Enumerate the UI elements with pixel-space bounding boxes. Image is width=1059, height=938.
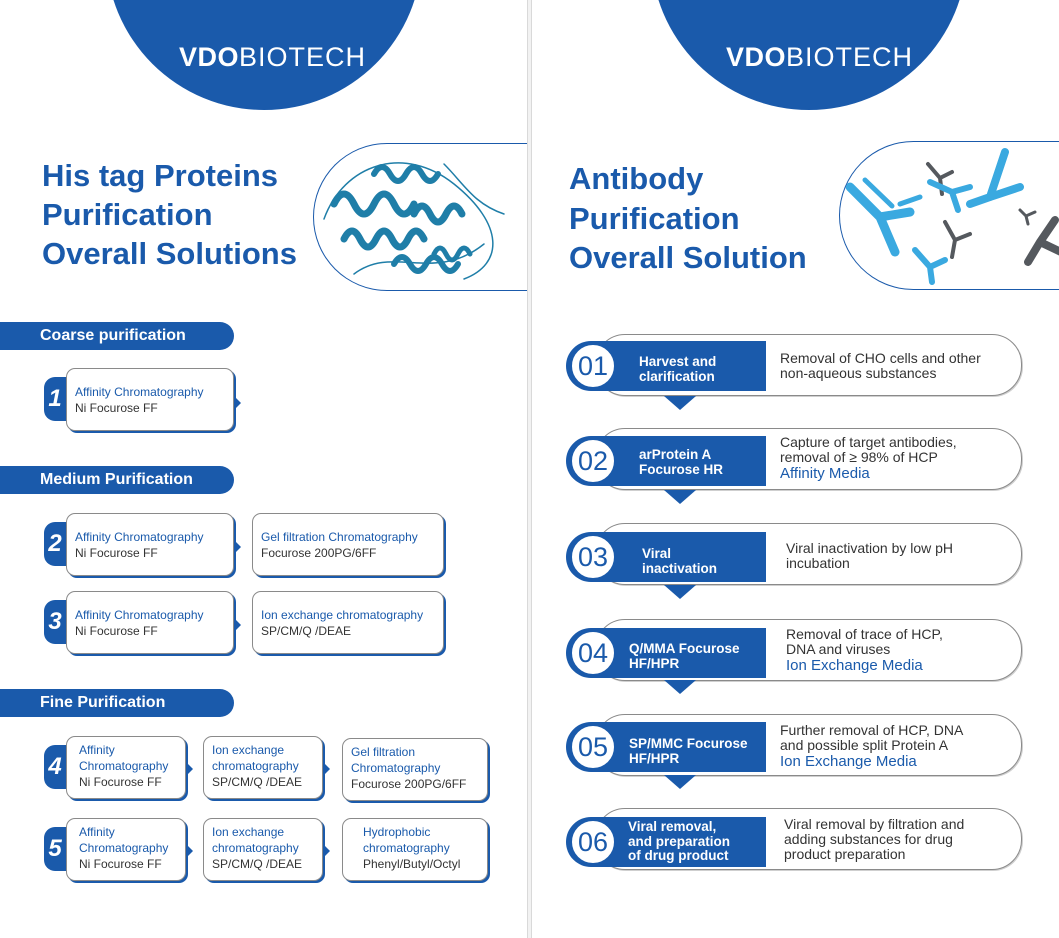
protein-structure-illustration: [314, 144, 528, 290]
step-label-02: arProtein A Focurose HR: [639, 447, 724, 477]
step-label-06: Viral removal, and preparation of drug product: [628, 819, 731, 863]
step-number-02: 02: [570, 438, 616, 484]
arrow-icon: [234, 540, 241, 554]
protein-structure-frame: [313, 143, 528, 291]
step-number-03: 03: [570, 534, 616, 580]
page-title: Antibody Purification Overall Solution: [569, 161, 807, 275]
step-desc-04: Removal of trace of HCP, DNA and viruses Ion Exchange Media: [786, 626, 943, 674]
card-gel-filtration: Gel filtration Chromatography Focurose 200PG/6FF: [342, 738, 488, 801]
row-number-4: 4: [44, 745, 66, 789]
step-desc-06: Viral removal by filtration and adding substances for drug product preparation: [784, 816, 965, 862]
down-arrow-icon: [664, 585, 696, 599]
arrow-icon: [186, 844, 193, 858]
step-number-05: 05: [570, 724, 616, 770]
step-label-03: Viral inactivation: [642, 546, 718, 576]
section-coarse-purification: Coarse purification: [0, 322, 234, 350]
down-arrow-icon: [664, 775, 696, 789]
arrow-icon: [186, 762, 193, 776]
row-number-2: 2: [44, 522, 66, 566]
step-desc-02: Capture of target antibodies, removal of ≥ 98% of HCP Affinity Media: [780, 434, 957, 482]
down-arrow-icon: [664, 396, 696, 410]
card-affinity-chromatography: Affinity Chromatography Ni Focurose FF: [66, 513, 234, 576]
card-affinity-chromatography: Affinity Chromatography Ni Focurose FF: [66, 818, 186, 881]
card-affinity-chromatography: Affinity Chromatography Ni Focurose FF: [66, 736, 186, 799]
card-ion-exchange: Ion exchange chromatography SP/CM/Q /DEAE: [203, 736, 323, 799]
antibody-panel: [531, 0, 1059, 938]
step-desc-03: Viral inactivation by low pH incubation: [786, 540, 954, 571]
step-number-04: 04: [570, 630, 616, 676]
section-medium-purification: Medium Purification: [0, 466, 234, 494]
arrow-icon: [323, 762, 330, 776]
step-label-05: SP/MMC Focurose HF/HPR: [629, 736, 748, 766]
vdo-biotech-logo: VDOBIOTECH: [179, 42, 367, 72]
row-number-1: 1: [44, 377, 66, 421]
arrow-icon: [234, 396, 241, 410]
antibody-illustration-frame: [839, 141, 1059, 290]
card-ion-exchange: Ion exchange chromatography SP/CM/Q /DEAE: [203, 818, 323, 881]
card-ion-exchange: Ion exchange chromatography SP/CM/Q /DEAE: [252, 591, 444, 654]
vdo-biotech-logo: VDOBIOTECH: [726, 42, 914, 72]
card-gel-filtration: Gel filtration Chromatography Focurose 200PG/6FF: [252, 513, 444, 576]
arrow-icon: [323, 844, 330, 858]
row-number-3: 3: [44, 600, 66, 644]
step-desc-05: Further removal of HCP, DNA and possible split Protein A Ion Exchange Media: [780, 722, 964, 770]
step-label-01: Harvest and clarification: [639, 354, 717, 384]
step-label-04: Q/MMA Focurose HF/HPR: [629, 641, 740, 671]
card-hydrophobic: Hydrophobic chromatography Phenyl/Butyl/Octyl: [342, 818, 488, 881]
arrow-icon: [234, 618, 241, 632]
antibody-illustration: [840, 142, 1059, 289]
step-desc-01: Removal of CHO cells and other non-aqueous substances: [780, 350, 981, 381]
row-number-5: 5: [44, 827, 66, 871]
section-fine-purification: Fine Purification: [0, 689, 234, 717]
card-affinity-chromatography: Affinity Chromatography Ni Focurose FF: [66, 368, 234, 431]
down-arrow-icon: [664, 680, 696, 694]
step-number-01: 01: [570, 343, 616, 389]
step-number-06: 06: [570, 819, 616, 865]
card-affinity-chromatography: Affinity Chromatography Ni Focurose FF: [66, 591, 234, 654]
his-tag-panel: [0, 0, 528, 938]
page-title: His tag Proteins Purification Overall Solutions: [42, 158, 297, 271]
down-arrow-icon: [664, 490, 696, 504]
